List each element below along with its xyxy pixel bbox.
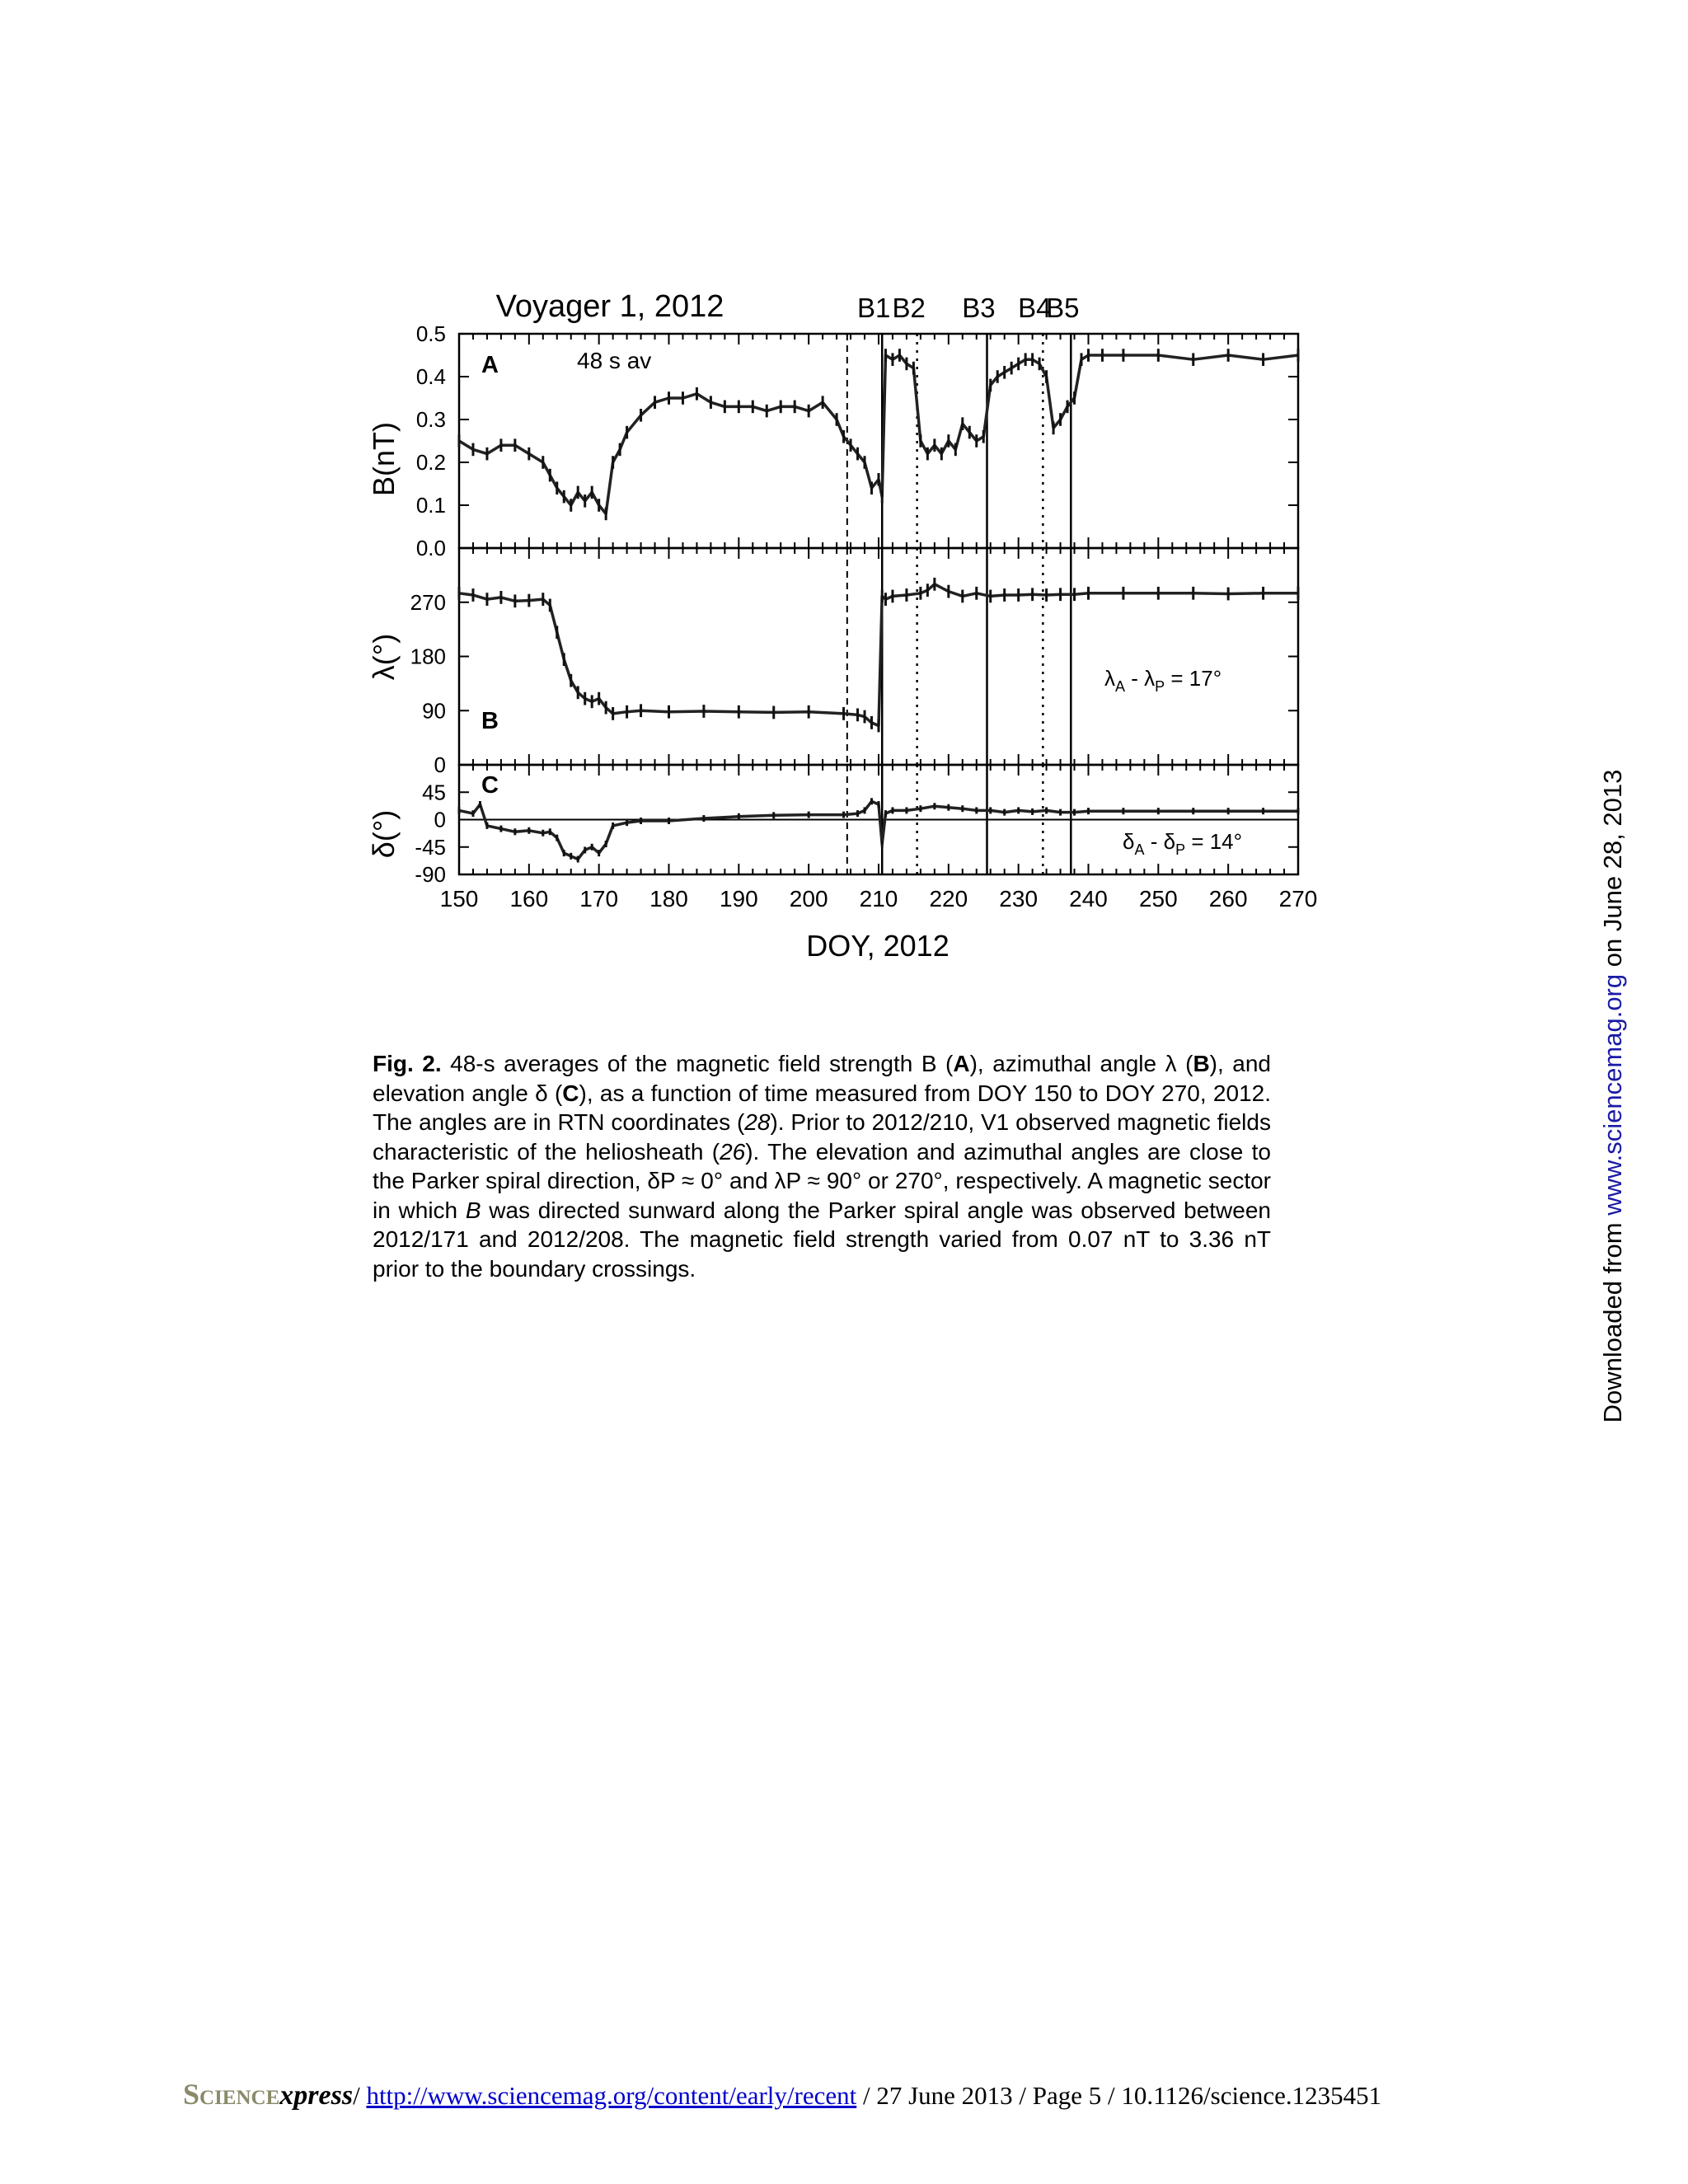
panel-a-ytick-label: 0.3: [415, 407, 446, 432]
panel-b-ytick-label: 90: [422, 698, 446, 724]
panel-b-annotation: $\lambda_A - \lambda_P = 17^\circ$: [1104, 666, 1222, 695]
panel-b-ytick-label: 270: [410, 589, 446, 615]
panel-c-ytick-label: -90: [415, 862, 446, 887]
panel-c-letter: C: [481, 772, 499, 799]
x-tick-label: 220: [929, 886, 968, 912]
x-tick-label: 200: [789, 886, 828, 912]
x-axis-label: DOY, 2012: [806, 929, 950, 963]
panel-c-ytick-label: 45: [422, 780, 446, 805]
boundary-labels: [857, 293, 1079, 323]
panel-a-ytick-label: 0.0: [415, 536, 446, 560]
x-tick-label: 190: [719, 886, 758, 912]
x-tick-label: 270: [1278, 886, 1318, 912]
panel-a-annotation: 48 s av: [577, 348, 652, 373]
page-footer: Sciencexpress/ http://www.sciencemag.org/content/early/recent / 27 June 2013 / Page 5 / 10.1126/science.1235451: [183, 2078, 1382, 2111]
figure-2: [0, 0, 1688, 989]
figure-caption: Fig. 2. 48-s averages of the magnetic field strength B (A), azimuthal angle λ (B), and elevation angle δ (C), as a function of time measured from DOY 150 to DOY 270, 2012. The angles are in RTN coordinates (28). Prior to 2012/210, V1 observed magnetic fields characteristic of the heliosheath (26). The elevation and azimuthal angles are close to the Parker spiral direction, δP ≈ 0° and λP ≈ 90° or 270°, respectively. A magnetic sector in which B was directed sunward along the Parker spiral angle was observed between 2012/171 and 2012/208. The magnetic field strength varied from 0.07 nT to 3.36 nT prior to the boundary crossings.: [373, 1051, 1272, 1282]
panel-a-ytick-label: 0.4: [415, 364, 446, 389]
science-logo: Science: [183, 2078, 280, 2111]
x-tick-label: 180: [649, 886, 688, 912]
express-logo: xpress: [279, 2080, 354, 2111]
panel-b-ytick-label: 0: [434, 752, 446, 777]
boundary-label-b4: B4: [1018, 293, 1052, 323]
panel-c-ytick-label: 0: [434, 807, 446, 832]
figure-title: Voyager 1, 2012: [495, 289, 724, 324]
panel-a-ylabel: B(nT): [367, 422, 401, 496]
sciencemag-link[interactable]: www.sciencemag.org: [1598, 973, 1627, 1216]
panel-b-letter: B: [481, 708, 499, 734]
panel-a-ytick-label: 0.5: [415, 321, 446, 346]
panel-b-ytick-label: 180: [410, 644, 446, 669]
panel-b-ylabel: λ(°): [367, 633, 401, 681]
boundary-label-b1: B1: [857, 293, 891, 323]
panel-a-series: [459, 355, 1298, 513]
x-tick-label: 240: [1069, 886, 1108, 912]
boundary-label-b3: B3: [962, 293, 996, 323]
panel-a-ytick-label: 0.1: [415, 493, 446, 518]
panel-a-letter: A: [481, 352, 499, 378]
panel-b-frame: [459, 548, 1298, 765]
panel-c-ylabel: δ(°): [367, 809, 401, 859]
caption-label: Fig. 2.: [373, 1051, 442, 1076]
x-tick-label: 260: [1208, 886, 1248, 912]
x-tick-label: 250: [1138, 886, 1178, 912]
footer-url-link[interactable]: http://www.sciencemag.org/content/early/recent: [366, 2081, 857, 2110]
x-tick-label: 170: [579, 886, 619, 912]
x-tick-label: 160: [509, 886, 549, 912]
x-tick-label: 150: [439, 886, 479, 912]
panel-c-annotation: $\delta_A - \delta_P = 14^\circ$: [1123, 829, 1243, 858]
boundary-label-b2: B2: [892, 293, 926, 323]
x-tick-label: 230: [999, 886, 1039, 912]
panel-c-ytick-label: -45: [415, 834, 446, 860]
panel-a-ytick-label: 0.2: [415, 450, 446, 475]
x-tick-label: 210: [859, 886, 898, 912]
boundary-label-b5: B5: [1046, 293, 1080, 323]
